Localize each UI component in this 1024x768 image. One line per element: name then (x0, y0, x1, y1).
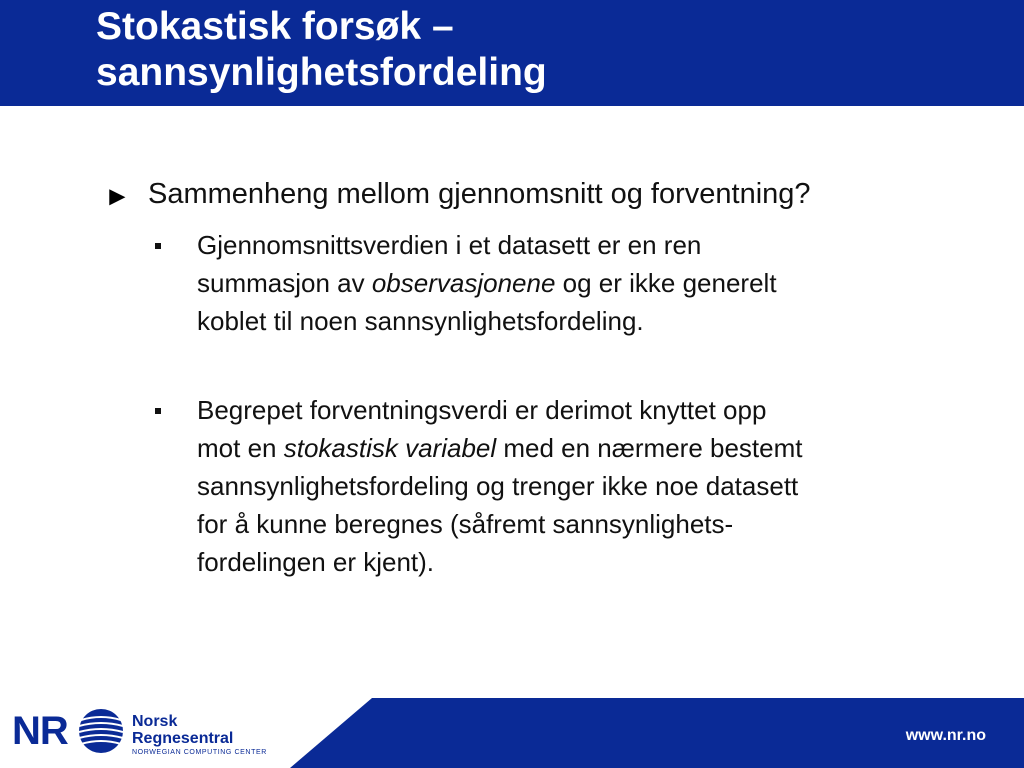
sub-bullet-2-line-3: sannsynlighetsfordeling og trenger ikke noe datasett (197, 471, 799, 501)
sub-bullet-1 (197, 226, 957, 340)
emphasis-text: stokastisk variabel (283, 433, 497, 463)
sub-bullet-1-line-3: koblet til noen sannsynlighetsfordeling. (197, 306, 644, 336)
logo-globe-icon (76, 708, 126, 754)
slide-title-line-1: Stokastisk forsøk – (96, 5, 454, 48)
slide-title (96, 4, 547, 96)
sub-bullet-2-line-2 (197, 429, 957, 467)
logo-letters: NR (12, 709, 68, 753)
sub-bullet-2-line-1: Begrepet forventningsverdi er derimot knyttet opp (197, 395, 767, 425)
emphasis-text: observasjonene (371, 268, 556, 298)
sub-bullet-1-line-2 (197, 264, 957, 302)
arrow-bullet-icon: ► (104, 181, 131, 211)
sub-bullet-2 (197, 391, 957, 581)
square-bullet-icon (155, 408, 161, 414)
logo-name-line-2: Regnesentral (132, 730, 234, 747)
logo-subtitle: NORWEGIAN COMPUTING CENTER (132, 749, 267, 756)
text-run: mot en (197, 433, 284, 463)
sub-bullet-1-line-1: Gjennomsnittsverdien i et datasett er en ren (197, 230, 702, 260)
main-bullet-text: Sammenheng mellom gjennomsnitt og forventning? (148, 178, 811, 210)
sub-bullet-2-line-5: fordelingen er kjent). (197, 547, 435, 577)
square-bullet-icon (155, 243, 161, 249)
sub-bullet-2-line-4: for å kunne beregnes (såfremt sannsynlighets- (197, 509, 734, 539)
text-run: med en nærmere bestemt (496, 433, 803, 463)
slide-title-line-2: sannsynlighetsfordeling (96, 51, 547, 94)
logo-name-line-1: Norsk (132, 713, 178, 730)
text-run: summasjon av (197, 268, 372, 298)
title-bar (0, 0, 1024, 106)
website-url[interactable]: www.nr.no (905, 727, 986, 744)
text-run: og er ikke generelt (555, 268, 777, 298)
logo-name (132, 713, 233, 747)
